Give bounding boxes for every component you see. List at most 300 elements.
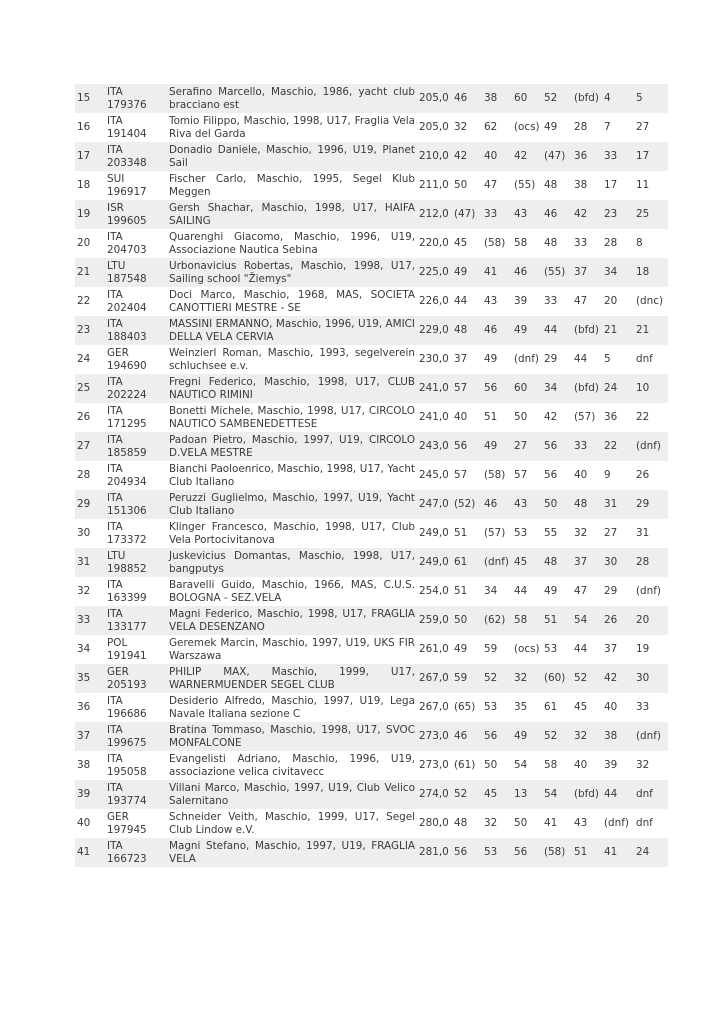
points-cell: 241,0	[419, 411, 449, 424]
competitor-cell: Bonetti Michele, Maschio, 1998, U17, CIRCOLO NAUTICO SAMBENEDETTESE	[169, 404, 415, 430]
table-row	[75, 200, 668, 229]
race-1-cell: 37	[454, 353, 468, 366]
competitor-cell: Fischer Carlo, Maschio, 1995, Segel Klub Meggen	[169, 172, 415, 198]
rank-cell: 21	[75, 258, 105, 287]
rank-cell: 33	[75, 606, 105, 635]
competitor-cell: Padoan Pietro, Maschio, 1997, U19, CIRCOLO D.VELA MESTRE	[167, 432, 417, 461]
sail-number-cell: ITA 185859	[105, 432, 167, 461]
table-row	[75, 287, 668, 316]
race-7-cell: (dnf)	[636, 585, 661, 598]
race-1-cell: 59	[452, 664, 482, 693]
rank-cell: 22	[77, 295, 91, 308]
race-1-cell: 46	[452, 722, 482, 751]
rank-cell: 27	[75, 432, 105, 461]
rank-cell: 20	[77, 237, 91, 250]
race-7-cell: dnf	[634, 780, 668, 809]
table-row	[75, 403, 668, 432]
race-1-cell: 56	[452, 432, 482, 461]
rank-cell: 17	[75, 142, 105, 171]
race-7-cell: 19	[636, 643, 650, 656]
competitor-cell: Magni Stefano, Maschio, 1997, U19, FRAGLIA VELA	[167, 838, 417, 867]
race-1-cell: 45	[454, 237, 468, 250]
competitor-cell: Tomio Filippo, Maschio, 1998, U17, Fraglia Vela Riva del Garda	[169, 114, 415, 140]
table-row	[75, 635, 668, 664]
competitor-cell: Baravelli Guido, Maschio, 1966, MAS, C.U.S. BOLOGNA - SEZ.VELA	[169, 578, 415, 604]
race-3-cell: 50	[514, 411, 528, 424]
race-1-cell: 42	[452, 142, 482, 171]
sail-number-cell: ITA 191404	[107, 114, 147, 140]
points-cell: 280,0	[419, 817, 449, 830]
points-cell: 211,0	[419, 179, 449, 192]
sail-number-cell: ITA 133177	[105, 606, 167, 635]
race-3-cell: 13	[512, 780, 542, 809]
rank-cell: 35	[75, 664, 105, 693]
rank-cell: 29	[75, 490, 105, 519]
race-5-cell: 32	[572, 722, 602, 751]
race-3-cell: 39	[514, 295, 528, 308]
race-2-cell: (57)	[484, 527, 506, 540]
sail-number-cell: ITA 179376	[105, 84, 167, 113]
race-5-cell: (57)	[574, 411, 596, 424]
race-1-cell: 61	[452, 548, 482, 577]
race-5-cell: 38	[574, 179, 588, 192]
race-6-cell: 7	[604, 121, 611, 134]
points-cell: 254,0	[419, 585, 449, 598]
points-cell: 281,0	[417, 838, 452, 867]
race-5-cell: 48	[572, 490, 602, 519]
sail-number-cell: ITA 163399	[107, 578, 147, 604]
race-7-cell: 18	[634, 258, 668, 287]
competitor-cell: Villani Marco, Maschio, 1997, U19, Club Velico Salernitano	[167, 780, 417, 809]
race-4-cell: 49	[544, 121, 558, 134]
race-2-cell: 56	[482, 374, 512, 403]
points-cell: 267,0	[419, 701, 449, 714]
competitor-cell: Peruzzi Guglielmo, Maschio, 1997, U19, Yacht Club Italiano	[167, 490, 417, 519]
race-3-cell: 49	[512, 316, 542, 345]
rank-cell: 38	[77, 759, 91, 772]
race-5-cell: 44	[574, 643, 588, 656]
competitor-cell: Klinger Francesco, Maschio, 1998, U17, Club Vela Portocivitanova	[169, 520, 415, 546]
points-cell: 249,0	[419, 527, 449, 540]
sail-number-cell: ITA 173372	[107, 520, 147, 546]
race-7-cell: 20	[634, 606, 668, 635]
sail-number-cell: ITA 151306	[105, 490, 167, 519]
points-cell: 226,0	[419, 295, 449, 308]
race-3-cell: 35	[514, 701, 528, 714]
rank-cell: 32	[77, 585, 91, 598]
race-7-cell: 25	[634, 200, 668, 229]
sail-number-cell: ISR 199605	[105, 200, 167, 229]
competitor-cell: Weinzierl Roman, Maschio, 1993, segelverein schluchsee e.v.	[169, 346, 415, 372]
sail-number-cell: GER 197945	[107, 810, 147, 836]
points-cell: 212,0	[417, 200, 452, 229]
race-5-cell: 32	[574, 527, 588, 540]
table-row	[75, 316, 668, 345]
sail-number-cell: GER 205193	[105, 664, 167, 693]
sail-number-cell: GER 194690	[107, 346, 147, 372]
race-2-cell: 34	[484, 585, 498, 598]
points-cell: 274,0	[417, 780, 452, 809]
rank-cell: 36	[77, 701, 91, 714]
race-7-cell: dnf	[636, 817, 653, 830]
rank-cell: 31	[75, 548, 105, 577]
race-2-cell: 53	[482, 838, 512, 867]
race-6-cell: 31	[602, 490, 634, 519]
competitor-cell: Bianchi Paoloenrico, Maschio, 1998, U17, Yacht Club Italiano	[169, 462, 415, 488]
race-6-cell: 42	[602, 664, 634, 693]
race-4-cell: 52	[542, 84, 572, 113]
race-1-cell: 51	[454, 585, 468, 598]
race-5-cell: 47	[574, 585, 588, 598]
race-1-cell: 49	[454, 643, 468, 656]
race-5-cell: 52	[572, 664, 602, 693]
race-2-cell: (dnf)	[482, 548, 512, 577]
race-7-cell: 11	[636, 179, 650, 192]
competitor-cell: Gersh Shachar, Maschio, 1998, U17, HAIFA SAILING	[167, 200, 417, 229]
table-row	[75, 113, 668, 142]
race-6-cell: 23	[602, 200, 634, 229]
race-4-cell: 46	[542, 200, 572, 229]
race-5-cell: 37	[572, 258, 602, 287]
table-row	[75, 838, 668, 867]
race-2-cell: 41	[482, 258, 512, 287]
race-3-cell: 42	[512, 142, 542, 171]
race-7-cell: 22	[636, 411, 650, 424]
race-4-cell: 52	[542, 722, 572, 751]
race-1-cell: 56	[452, 838, 482, 867]
points-cell: 229,0	[417, 316, 452, 345]
race-5-cell: (bfd)	[572, 84, 602, 113]
race-6-cell: 40	[604, 701, 618, 714]
sail-number-cell: LTU 198852	[105, 548, 167, 577]
table-row	[75, 606, 668, 635]
race-4-cell: 48	[544, 179, 558, 192]
race-1-cell: 57	[454, 469, 468, 482]
points-cell: 261,0	[419, 643, 449, 656]
race-3-cell: 58	[512, 606, 542, 635]
race-7-cell: 33	[636, 701, 650, 714]
competitor-cell: Bratina Tommaso, Maschio, 1998, U17, SVOC MONFALCONE	[167, 722, 417, 751]
rank-cell: 26	[77, 411, 91, 424]
race-2-cell: 40	[482, 142, 512, 171]
sail-number-cell: ITA 171295	[107, 404, 147, 430]
race-2-cell: 38	[482, 84, 512, 113]
points-cell: 220,0	[419, 237, 449, 250]
race-5-cell: 43	[574, 817, 588, 830]
race-4-cell: (60)	[542, 664, 572, 693]
race-5-cell: 40	[574, 469, 588, 482]
table-row	[75, 693, 668, 722]
table-row	[75, 142, 668, 171]
race-4-cell: (55)	[542, 258, 572, 287]
table-row	[75, 548, 668, 577]
race-6-cell: 44	[602, 780, 634, 809]
race-3-cell: 44	[514, 585, 528, 598]
race-5-cell: (bfd)	[572, 780, 602, 809]
competitor-cell: Juskevicius Domantas, Maschio, 1998, U17, bangputys	[167, 548, 417, 577]
race-2-cell: 50	[484, 759, 498, 772]
points-cell: 243,0	[417, 432, 452, 461]
race-6-cell: 39	[604, 759, 618, 772]
race-1-cell: 50	[452, 606, 482, 635]
race-6-cell: 22	[602, 432, 634, 461]
race-2-cell: 46	[482, 490, 512, 519]
race-6-cell: 4	[602, 84, 634, 113]
race-3-cell: (ocs)	[514, 643, 540, 656]
competitor-cell: Fregni Federico, Maschio, 1998, U17, CLUB NAUTICO RIMINI	[167, 374, 417, 403]
race-2-cell: 33	[482, 200, 512, 229]
race-5-cell: 45	[574, 701, 588, 714]
race-1-cell: 44	[454, 295, 468, 308]
race-6-cell: 24	[602, 374, 634, 403]
race-7-cell: 32	[636, 759, 650, 772]
rank-cell: 37	[75, 722, 105, 751]
race-7-cell: (dnf)	[634, 722, 668, 751]
race-7-cell: 26	[636, 469, 650, 482]
race-3-cell: 56	[512, 838, 542, 867]
sail-number-cell: ITA 199675	[105, 722, 167, 751]
race-7-cell: (dnc)	[636, 295, 664, 308]
race-7-cell: dnf	[636, 353, 653, 366]
points-cell: 259,0	[417, 606, 452, 635]
race-6-cell: 36	[604, 411, 618, 424]
race-7-cell: 5	[634, 84, 668, 113]
points-cell: 245,0	[419, 469, 449, 482]
race-6-cell: 38	[602, 722, 634, 751]
race-7-cell: 17	[634, 142, 668, 171]
race-7-cell: 21	[634, 316, 668, 345]
race-6-cell: 17	[604, 179, 618, 192]
race-6-cell: 5	[604, 353, 611, 366]
race-2-cell: 49	[482, 432, 512, 461]
race-4-cell: 58	[544, 759, 558, 772]
rank-cell: 24	[77, 353, 91, 366]
race-2-cell: 52	[482, 664, 512, 693]
race-4-cell: 34	[542, 374, 572, 403]
competitor-cell: MASSINI ERMANNO, Maschio, 1996, U19, AMICI DELLA VELA CERVIA	[167, 316, 417, 345]
race-7-cell: 10	[634, 374, 668, 403]
competitor-cell: Schneider Veith, Maschio, 1999, U17, Segel Club Lindow e.V.	[169, 810, 415, 836]
points-cell: 205,0	[419, 121, 449, 134]
race-4-cell: 41	[544, 817, 558, 830]
rank-cell: 15	[75, 84, 105, 113]
sail-number-cell: LTU 187548	[105, 258, 167, 287]
sail-number-cell: POL 191941	[107, 636, 147, 662]
sail-number-cell: ITA 204703	[107, 230, 147, 256]
points-cell: 230,0	[419, 353, 449, 366]
race-3-cell: 27	[512, 432, 542, 461]
race-2-cell: 53	[484, 701, 498, 714]
competitor-cell: Quarenghi Giacomo, Maschio, 1996, U19, Associazione Nautica Sebina	[169, 230, 415, 256]
race-3-cell: 43	[512, 200, 542, 229]
race-7-cell: 8	[636, 237, 643, 250]
rank-cell: 18	[77, 179, 91, 192]
race-6-cell: 26	[602, 606, 634, 635]
race-4-cell: 56	[544, 469, 558, 482]
race-6-cell: 37	[604, 643, 618, 656]
sail-number-cell: ITA 195058	[107, 752, 147, 778]
rank-cell: 25	[75, 374, 105, 403]
race-4-cell: 51	[542, 606, 572, 635]
race-7-cell: 30	[634, 664, 668, 693]
race-5-cell: 40	[574, 759, 588, 772]
race-6-cell: 41	[602, 838, 634, 867]
race-1-cell: 40	[454, 411, 468, 424]
table-row	[75, 171, 668, 200]
table-row	[75, 432, 668, 461]
race-4-cell: 55	[544, 527, 558, 540]
rank-cell: 40	[77, 817, 91, 830]
table-row	[75, 229, 668, 258]
race-2-cell: (58)	[484, 469, 506, 482]
race-1-cell: 57	[452, 374, 482, 403]
race-1-cell: (61)	[454, 759, 476, 772]
race-4-cell: 48	[544, 237, 558, 250]
sail-number-cell: ITA 203348	[105, 142, 167, 171]
race-6-cell: 9	[604, 469, 611, 482]
race-2-cell: 45	[482, 780, 512, 809]
sail-number-cell: ITA 188403	[105, 316, 167, 345]
rank-cell: 34	[77, 643, 91, 656]
sail-number-cell: ITA 196686	[107, 694, 147, 720]
table-row	[75, 780, 668, 809]
race-1-cell: (47)	[452, 200, 482, 229]
rank-cell: 30	[77, 527, 91, 540]
race-1-cell: 48	[454, 817, 468, 830]
competitor-cell: Evangelisti Adriano, Maschio, 1996, U19, associazione velica civitavecc	[169, 752, 415, 778]
table-row	[75, 490, 668, 519]
competitor-cell: Desiderio Alfredo, Maschio, 1997, U19, Lega Navale Italiana sezione C	[169, 694, 415, 720]
race-3-cell: 54	[514, 759, 528, 772]
race-4-cell: 29	[544, 353, 558, 366]
race-5-cell: 33	[572, 432, 602, 461]
competitor-cell: Donadio Daniele, Maschio, 1996, U19, Planet Sail	[167, 142, 417, 171]
points-cell: 267,0	[417, 664, 452, 693]
competitor-cell: Geremek Marcin, Maschio, 1997, U19, UKS FIR Warszawa	[169, 636, 415, 662]
points-cell: 273,0	[417, 722, 452, 751]
race-6-cell: 27	[604, 527, 618, 540]
table-row	[75, 577, 668, 606]
points-cell: 273,0	[419, 759, 449, 772]
race-5-cell: 33	[574, 237, 588, 250]
race-7-cell: 28	[634, 548, 668, 577]
competitor-cell: Urbonavicius Robertas, Maschio, 1998, U17, Sailing school "Žiemys"	[167, 258, 417, 287]
race-4-cell: (58)	[542, 838, 572, 867]
rank-cell: 19	[75, 200, 105, 229]
race-4-cell: 48	[542, 548, 572, 577]
points-cell: 225,0	[417, 258, 452, 287]
race-4-cell: 56	[542, 432, 572, 461]
table-row	[75, 374, 668, 403]
race-6-cell: 20	[604, 295, 618, 308]
competitor-cell: Doci Marco, Maschio, 1968, MAS, SOCIETA CANOTTIERI MESTRE - SE	[169, 288, 415, 314]
sail-number-cell: SUI 196917	[107, 172, 147, 198]
points-cell: 210,0	[417, 142, 452, 171]
race-2-cell: 56	[482, 722, 512, 751]
points-cell: 241,0	[417, 374, 452, 403]
race-2-cell: 62	[484, 121, 498, 134]
race-7-cell: 24	[634, 838, 668, 867]
race-4-cell: 44	[542, 316, 572, 345]
race-3-cell: 45	[512, 548, 542, 577]
table-row	[75, 664, 668, 693]
table-row	[75, 84, 668, 113]
table-row	[75, 809, 668, 838]
race-3-cell: 43	[512, 490, 542, 519]
race-5-cell: (bfd)	[572, 316, 602, 345]
race-2-cell: (58)	[484, 237, 506, 250]
race-5-cell: 51	[572, 838, 602, 867]
race-3-cell: 60	[512, 374, 542, 403]
competitor-cell: PHILIP MAX, Maschio, 1999, U17, WARNERMUENDER SEGEL CLUB	[167, 664, 417, 693]
race-2-cell: 46	[482, 316, 512, 345]
race-3-cell: (ocs)	[514, 121, 540, 134]
race-6-cell: 29	[604, 585, 618, 598]
points-cell: 249,0	[417, 548, 452, 577]
race-3-cell: 46	[512, 258, 542, 287]
race-4-cell: 49	[544, 585, 558, 598]
race-4-cell: 61	[544, 701, 558, 714]
race-5-cell: 37	[572, 548, 602, 577]
race-7-cell: 27	[636, 121, 650, 134]
race-6-cell: (dnf)	[604, 817, 629, 830]
sail-number-cell: ITA 166723	[105, 838, 167, 867]
points-cell: 247,0	[417, 490, 452, 519]
rank-cell: 23	[75, 316, 105, 345]
rank-cell: 39	[75, 780, 105, 809]
race-2-cell: 59	[484, 643, 498, 656]
race-6-cell: 21	[602, 316, 634, 345]
race-4-cell: 50	[542, 490, 572, 519]
rank-cell: 28	[77, 469, 91, 482]
race-6-cell: 34	[602, 258, 634, 287]
sail-number-cell: ITA 204934	[107, 462, 147, 488]
race-1-cell: 51	[454, 527, 468, 540]
race-4-cell: 54	[542, 780, 572, 809]
table-row	[75, 751, 668, 780]
competitor-cell: Magni Federico, Maschio, 1998, U17, FRAGLIA VELA DESENZANO	[167, 606, 417, 635]
race-2-cell: 51	[484, 411, 498, 424]
race-6-cell: 30	[602, 548, 634, 577]
race-7-cell: 29	[634, 490, 668, 519]
sail-number-cell: ITA 202224	[105, 374, 167, 403]
competitor-cell: Serafino Marcello, Maschio, 1986, yacht club bracciano est	[167, 84, 417, 113]
sail-number-cell: ITA 202404	[107, 288, 147, 314]
table-row	[75, 345, 668, 374]
race-6-cell: 28	[604, 237, 618, 250]
results-table-body	[75, 84, 668, 867]
race-5-cell: 44	[574, 353, 588, 366]
race-3-cell: 50	[514, 817, 528, 830]
race-4-cell: 33	[544, 295, 558, 308]
table-row	[75, 519, 668, 548]
race-1-cell: (65)	[454, 701, 476, 714]
race-2-cell: 43	[484, 295, 498, 308]
race-1-cell: 50	[454, 179, 468, 192]
table-row	[75, 258, 668, 287]
race-5-cell: (bfd)	[572, 374, 602, 403]
race-4-cell: 42	[544, 411, 558, 424]
race-1-cell: 32	[454, 121, 468, 134]
race-1-cell: 52	[452, 780, 482, 809]
race-3-cell: 53	[514, 527, 528, 540]
sail-number-cell: ITA 193774	[105, 780, 167, 809]
race-3-cell: 58	[514, 237, 528, 250]
race-4-cell: 53	[544, 643, 558, 656]
points-cell: 205,0	[417, 84, 452, 113]
race-2-cell: 47	[484, 179, 498, 192]
race-3-cell: (55)	[514, 179, 536, 192]
